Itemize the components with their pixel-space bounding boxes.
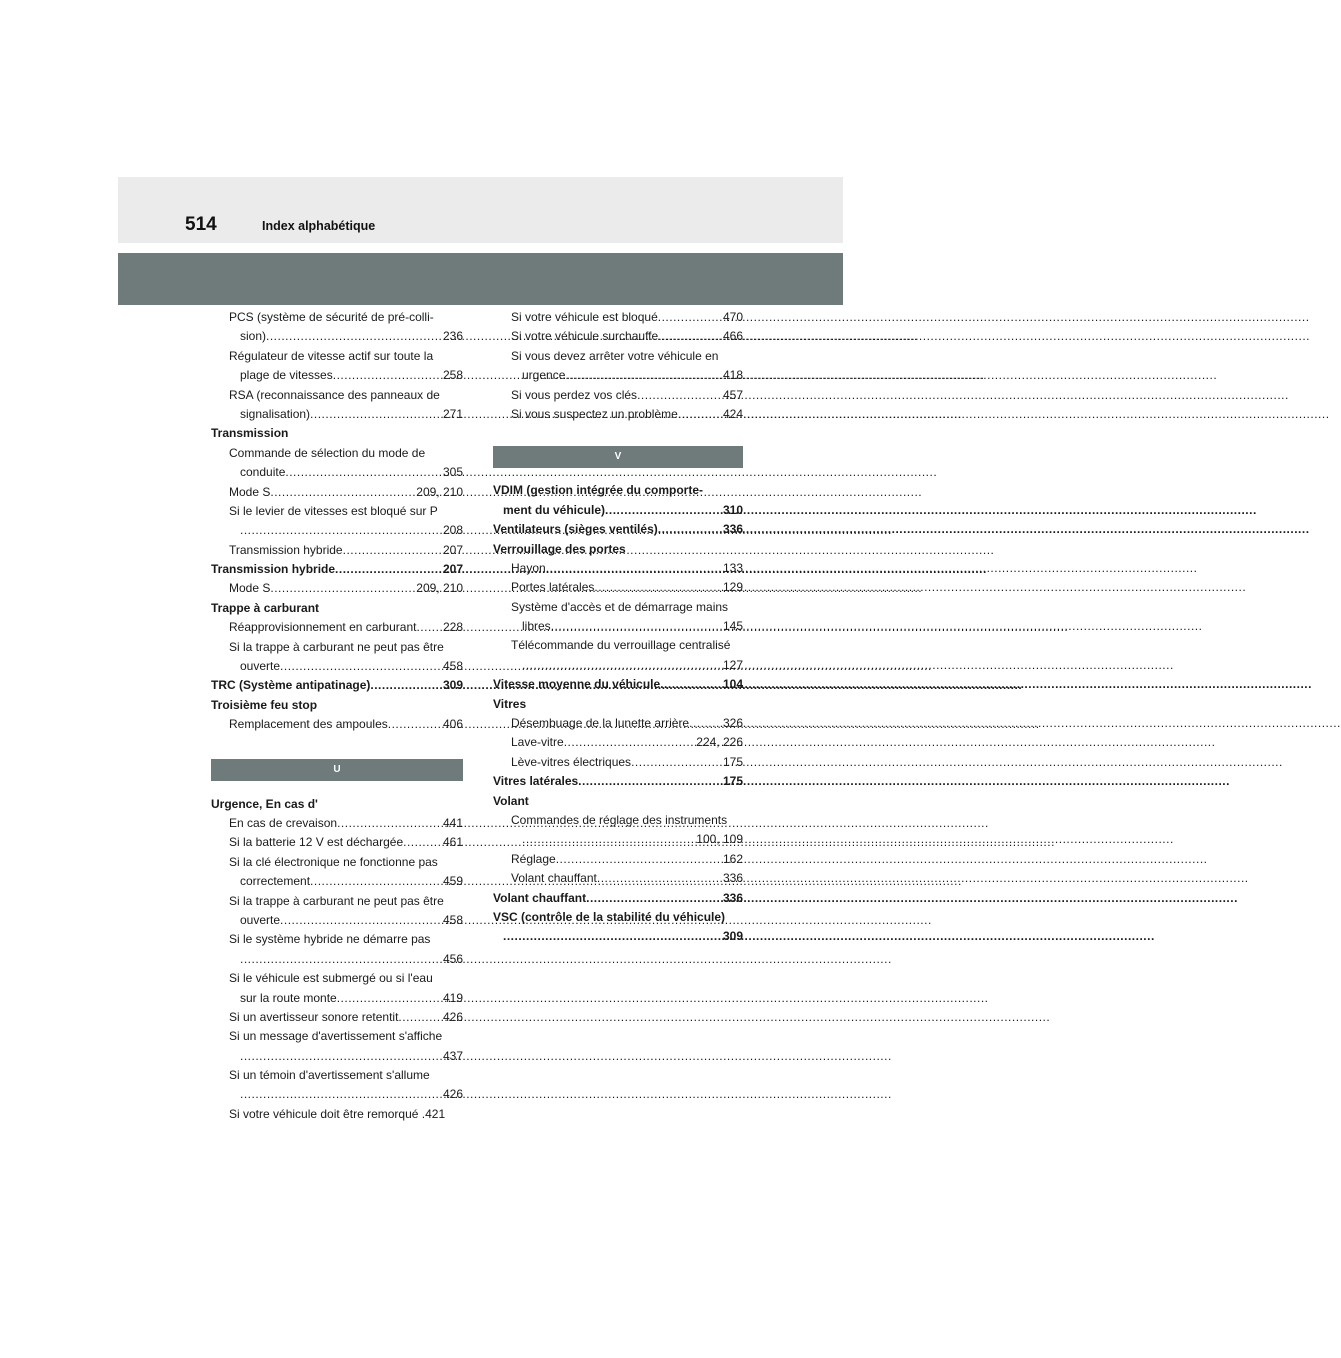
dot-leader: [631, 753, 722, 772]
index-block: [493, 308, 743, 424]
index-entry-text: Mode S: [229, 484, 271, 499]
index-entry-text: TRC (Système antipatinage): [211, 678, 371, 693]
index-entry-text: Mode S: [229, 581, 271, 596]
index-entry-text: plage de vitesses: [240, 368, 333, 383]
index-entry: [211, 950, 463, 969]
index-block: [211, 308, 463, 735]
index-entry: [493, 714, 743, 733]
index-entry: [493, 386, 743, 405]
page-reference: 224, 226: [696, 735, 743, 750]
page-reference: 310: [722, 502, 743, 517]
dot-leader: [285, 463, 442, 482]
index-entry-text: Régulateur de vitesse actif sur toute la: [229, 348, 434, 363]
index-entry: [211, 405, 463, 424]
page-reference: 466: [722, 329, 743, 344]
page-reference: 207: [442, 562, 463, 577]
page-reference: 104: [722, 677, 743, 692]
dot-leader: [337, 989, 442, 1008]
index-entry-text: Lève-vitres électriques: [511, 754, 632, 769]
index-entry-text: Réglage: [511, 851, 556, 866]
page-reference: 162: [722, 851, 743, 866]
index-entry-text: Ventilateurs (sièges ventilés): [493, 522, 658, 537]
index-entry-text: Vitesse moyenne du véhicule: [493, 677, 661, 692]
dot-leader: [594, 578, 722, 597]
index-entry: [211, 366, 463, 385]
index-entry: [211, 892, 463, 911]
index-entry: [211, 386, 463, 405]
index-entry-text: Si vous devez arrêter votre véhicule en: [511, 348, 719, 363]
index-entry: [211, 444, 463, 463]
page-reference: 426: [442, 1087, 463, 1102]
index-entry-text: Commandes de réglage des instruments: [511, 812, 728, 827]
index-entry: [493, 889, 743, 908]
index-entry: [493, 366, 743, 385]
index-entry: [493, 481, 743, 500]
page-reference: 459: [442, 874, 463, 889]
page-reference: 271: [442, 406, 463, 421]
index-entry: [211, 930, 463, 949]
page-reference: 470: [722, 310, 743, 324]
dot-leader: [416, 618, 442, 637]
index-entry: [493, 578, 743, 597]
page-reference: 145: [722, 619, 743, 634]
index-entry: [493, 501, 743, 520]
index-entry-text: Si votre véhicule doit être remorqué .421: [229, 1106, 446, 1121]
page-reference: 175: [722, 754, 743, 769]
index-entry: [211, 1008, 463, 1027]
index-entry-text: Transmission hybride: [211, 562, 336, 577]
page-reference: 457: [722, 387, 743, 402]
index-entry: [493, 695, 743, 714]
page-reference: 236: [442, 329, 463, 344]
index-entry-text: Si un message d'avertissement s'affiche: [229, 1029, 443, 1044]
index-entry: [211, 424, 463, 443]
page-reference: 418: [722, 368, 743, 383]
page-reference: 336: [722, 522, 743, 537]
dot-leader: [335, 560, 442, 579]
index-entry-text: ouverte: [240, 912, 281, 927]
dot-leader: [564, 733, 696, 752]
page-reference: 209, 210: [416, 484, 463, 499]
index-entry: [211, 872, 463, 891]
page-reference: 228: [442, 620, 463, 635]
section-header-u: U: [211, 759, 463, 781]
dot-leader: [597, 869, 722, 888]
index-entry-text: Hayon: [511, 560, 546, 575]
page-reference: 258: [442, 368, 463, 383]
index-entry-text: Si un témoin d'avertissement s'allume: [229, 1068, 430, 1083]
index-entry: [211, 715, 463, 734]
index-entry-text: ouverte: [240, 659, 281, 674]
dot-leader: [403, 833, 442, 852]
page-reference: 208: [442, 523, 463, 538]
index-entry: [211, 560, 463, 579]
dot-leader: [605, 501, 722, 520]
index-entry-text: Si la trappe à carburant ne peut pas être: [229, 893, 444, 908]
index-entry: [493, 772, 743, 791]
index-entry: [493, 308, 743, 327]
page-reference: 426: [442, 1009, 463, 1024]
dot-leader: [310, 872, 442, 891]
index-entry-text: Vitres: [493, 696, 527, 711]
index-entry-text: Si la trappe à carburant ne peut pas être: [229, 639, 444, 654]
index-entry: [493, 869, 743, 888]
page-reference: 461: [442, 835, 463, 850]
index-entry: [211, 969, 463, 988]
page-reference: 458: [442, 659, 463, 674]
page-reference: 336: [722, 871, 743, 886]
page-reference: 207: [442, 542, 463, 557]
index-entry-text: Lave-vitre: [511, 735, 564, 750]
dot-leader: [658, 327, 722, 346]
index-entry-text: Si vous perdez vos clés: [511, 387, 638, 402]
index-block: [493, 481, 743, 946]
dot-leader: [565, 366, 722, 385]
page-reference: 309: [442, 678, 463, 693]
index-entry-text: Si un avertisseur sonore retentit: [229, 1009, 399, 1024]
page-reference: 305: [442, 465, 463, 480]
index-entry-text: Si vous suspectez un problème: [511, 406, 678, 421]
index-entry: [211, 308, 463, 327]
index-entry-text: Si le système hybride ne démarre pas: [229, 932, 431, 947]
dot-leader: [522, 656, 722, 675]
index-entry-text: sur la route monte: [240, 990, 337, 1005]
index-entry: [211, 795, 463, 814]
index-entry-text: Troisième feu stop: [211, 697, 318, 712]
dot-leader: [678, 405, 722, 424]
dot-leader: [398, 1008, 442, 1027]
page-reference: 419: [442, 990, 463, 1005]
index-entry: [493, 811, 743, 830]
section-header-v: V: [493, 446, 743, 468]
page-reference: 133: [722, 560, 743, 575]
dot-leader: [270, 579, 415, 598]
index-entry: [211, 463, 463, 482]
index-entry: [493, 327, 743, 346]
index-entry: [211, 483, 463, 502]
dot-leader: [556, 850, 722, 869]
index-entry: [493, 347, 743, 366]
page-reference: 424: [722, 406, 743, 421]
index-entry-text: Si votre véhicule surchauffe: [511, 329, 659, 344]
index-entry: [211, 1085, 463, 1104]
page-reference: 441: [442, 815, 463, 830]
dot-leader: [551, 617, 722, 636]
page-reference: 127: [722, 657, 743, 672]
dot-leader: [388, 715, 442, 734]
index-block: [211, 795, 463, 1125]
index-entry-text: Commande de sélection du mode de: [229, 445, 426, 460]
page-reference: 100, 109: [696, 832, 743, 847]
dot-leader: [280, 911, 442, 930]
index-entry: [493, 617, 743, 636]
index-entry: [493, 733, 743, 752]
index-entry-text: Réapprovisionnement en carburant: [229, 620, 417, 635]
index-entry: [493, 540, 743, 559]
index-entry: [211, 347, 463, 366]
index-entry: [493, 850, 743, 869]
page-reference: 209, 210: [416, 581, 463, 596]
index-entry-text: Trappe à carburant: [211, 600, 320, 615]
index-entry: [493, 656, 743, 675]
index-entry-text: ment du véhicule): [503, 502, 606, 517]
dot-leader: [240, 521, 442, 540]
dot-leader: [333, 366, 442, 385]
index-entry-text: Si votre véhicule est bloqué: [511, 310, 658, 324]
index-entry-text: Volant: [493, 793, 529, 808]
index-entry: [211, 521, 463, 540]
page-number: 514: [185, 214, 217, 235]
index-entry-text: Vitres latérales: [493, 774, 579, 789]
index-entry: [211, 853, 463, 872]
dot-leader: [660, 675, 722, 694]
index-entry-text: Transmission: [211, 426, 289, 441]
index-entry-text: Portes latérales: [511, 580, 595, 595]
index-entry: [493, 927, 743, 946]
dot-leader: [586, 889, 722, 908]
index-entry: [211, 1027, 463, 1046]
dot-leader: [240, 950, 442, 969]
page-reference: 326: [722, 716, 743, 731]
dot-leader: [343, 541, 442, 560]
index-entry: [493, 405, 743, 424]
index-entry-text: Si le véhicule est submergé ou si l'eau: [229, 971, 433, 986]
index-entry-text: Si le levier de vitesses est bloqué sur P: [229, 503, 438, 518]
dot-leader: [310, 405, 442, 424]
index-entry-text: Si la clé électronique ne fonctionne pas: [229, 854, 438, 869]
index-entry-text: libres: [522, 619, 551, 634]
index-entry: [211, 579, 463, 598]
page-reference: 175: [722, 774, 743, 789]
dot-leader: [578, 772, 722, 791]
index-entry: [211, 327, 463, 346]
index-entry: [211, 638, 463, 657]
index-entry-text: Système d'accès et de démarrage mains: [511, 599, 729, 614]
dot-leader: [337, 814, 442, 833]
index-entry-text: VDIM (gestion intégrée du comporte-: [493, 483, 704, 498]
page-reference: 129: [722, 580, 743, 595]
dot-leader: [658, 520, 722, 539]
index-entry-text: Si la batterie 12 V est déchargée: [229, 835, 404, 850]
dot-leader: [240, 1085, 442, 1104]
index-entry: [493, 792, 743, 811]
index-entry-text: RSA (reconnaissance des panneaux de: [229, 387, 440, 402]
index-entry: [493, 908, 743, 927]
index-entry-text: urgence: [522, 368, 566, 383]
page-reference: 309: [722, 929, 743, 944]
index-entry: [211, 541, 463, 560]
header-bar: [118, 253, 843, 305]
index-entry: [493, 559, 743, 578]
index-entry: [211, 657, 463, 676]
index-entry: [211, 1105, 463, 1124]
index-entry: [211, 833, 463, 852]
index-entry-text: correctement: [240, 874, 311, 889]
dot-leader: [637, 386, 722, 405]
page-reference: 406: [442, 717, 463, 732]
dot-leader: [270, 483, 415, 502]
index-entry: [493, 675, 743, 694]
dot-leader: [503, 927, 722, 946]
index-entry: [211, 911, 463, 930]
page-reference: 437: [442, 1048, 463, 1063]
page-title: Index alphabétique: [262, 219, 376, 233]
dot-leader: [689, 714, 722, 733]
header-band: [118, 177, 843, 243]
right-index-column: [493, 308, 743, 947]
index-entry-text: sion): [240, 329, 267, 344]
index-entry-text: Volant chauffant: [493, 890, 587, 905]
index-entry: [211, 989, 463, 1008]
index-entry: [493, 598, 743, 617]
page-reference: 336: [722, 890, 743, 905]
index-entry: [211, 502, 463, 521]
dot-leader: [546, 559, 722, 578]
left-index-column: [211, 308, 463, 1124]
index-entry-text: En cas de crevaison: [229, 815, 338, 830]
index-entry-text: Télécommande du verrouillage centralisé: [511, 638, 731, 653]
index-entry: [211, 1066, 463, 1085]
index-entry-text: Urgence, En cas d': [211, 796, 318, 811]
index-entry-text: PCS (système de sécurité de pré-colli-: [229, 310, 434, 324]
index-entry: [211, 1047, 463, 1066]
index-entry: [211, 676, 463, 695]
dot-leader: [240, 1047, 442, 1066]
index-entry: [493, 520, 743, 539]
index-entry-text: Remplacement des ampoules: [229, 717, 388, 732]
index-entry-text: VSC (contrôle de la stabilité du véhicule): [493, 909, 726, 924]
index-entry-text: signalisation): [240, 406, 311, 421]
index-entry: [493, 830, 743, 849]
index-entry: [493, 636, 743, 655]
dot-leader: [370, 676, 442, 695]
page-reference: 458: [442, 912, 463, 927]
dot-leader: [658, 308, 722, 327]
index-entry-text: Transmission hybride: [229, 542, 343, 557]
index-entry: [211, 814, 463, 833]
index-entry-text: Verrouillage des portes: [493, 541, 626, 556]
page-reference: 456: [442, 951, 463, 966]
index-entry: [211, 618, 463, 637]
index-entry: [493, 753, 743, 772]
index-entry-text: Volant chauffant: [511, 871, 597, 886]
index-entry: [211, 599, 463, 618]
index-entry: [211, 696, 463, 715]
index-entry-text: Désembuage de la lunette arrière: [511, 716, 690, 731]
index-entry-text: conduite: [240, 465, 286, 480]
dot-leader: [266, 327, 442, 346]
dot-leader: [280, 657, 442, 676]
dot-leader: [522, 830, 695, 849]
